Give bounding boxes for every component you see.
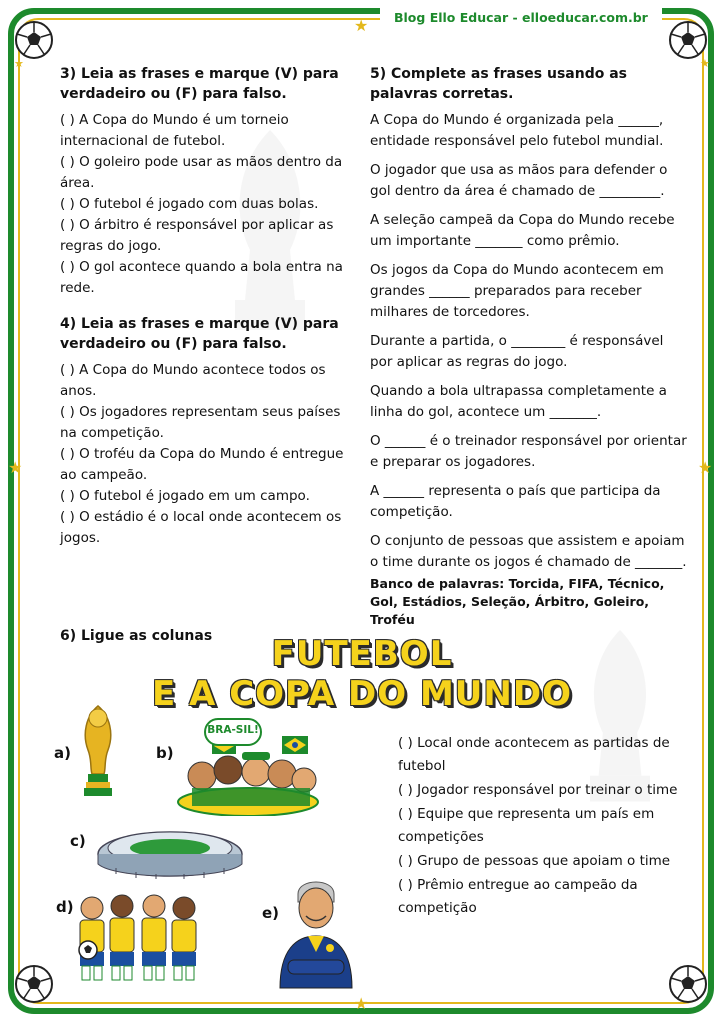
match-option: ( ) Equipe que representa um país em competições <box>398 806 655 845</box>
match-option: ( ) Jogador responsável por treinar o time <box>398 782 678 798</box>
star-icon: ★ <box>354 994 369 1013</box>
q3-item: ( ) O futebol é jogado com duas bolas. <box>60 196 319 212</box>
question-5-title: 5) Complete as frases usando as palavras corretas. <box>370 66 628 102</box>
speech-bubble: BRA-SIL! <box>204 718 262 746</box>
question-5 <box>370 64 688 629</box>
title-line-2: E A COPA DO MUNDO <box>151 674 572 714</box>
q3-item: ( ) O gol acontece quando a bola entra na rede. <box>60 259 343 296</box>
q5-item: Os jogos da Copa do Mundo acontecem em grandes ______ preparados para receber milhares de torcedores. <box>370 262 664 320</box>
q4-item: ( ) Os jogadores representam seus países na competição. <box>60 404 341 441</box>
q5-item: A seleção campeã da Copa do Mundo recebe um importante _______ como prêmio. <box>370 212 675 249</box>
q5-item: A ______ representa o país que participa da competição. <box>370 483 661 520</box>
q5-item: O conjunto de pessoas que assistem e apoiam o time durante os jogos é chamado de _______. <box>370 533 687 570</box>
title-line-1: FUTEBOL <box>271 634 453 674</box>
players-team-icon <box>70 890 210 986</box>
label-a: a) <box>54 744 71 762</box>
q4-item: ( ) A Copa do Mundo acontece todos os anos. <box>60 362 326 399</box>
trophy-icon <box>74 702 122 802</box>
coach-icon <box>276 872 356 990</box>
q4-item: ( ) O troféu da Copa do Mundo é entregue ao campeão. <box>60 446 344 483</box>
star-icon: ★ <box>8 458 23 477</box>
q4-item: ( ) O futebol é jogado em um campo. <box>60 488 310 504</box>
label-d: d) <box>56 898 74 916</box>
q5-item: O jogador que usa as mãos para defender o gol dentro da área é chamado de _________. <box>370 162 668 199</box>
soccer-ball-icon <box>14 20 54 60</box>
match-option: ( ) Local onde acontecem as partidas de futebol <box>398 735 670 774</box>
futebol-title <box>150 634 574 714</box>
q5-item: A Copa do Mundo é organizada pela ______, entidade responsável pelo futebol mundial. <box>370 112 664 149</box>
star-icon: ★ <box>698 458 713 477</box>
soccer-ball-icon <box>14 964 54 1004</box>
q5-item: Quando a bola ultrapassa completamente a linha do gol, acontece um _______. <box>370 383 667 420</box>
star-icon: ★ <box>354 16 369 35</box>
match-option: ( ) Grupo de pessoas que apoiam o time <box>398 853 671 869</box>
q3-item: ( ) A Copa do Mundo é um torneio internacional de futebol. <box>60 112 289 149</box>
soccer-ball-icon <box>668 964 708 1004</box>
star-icon: ★ <box>14 57 24 70</box>
stadium-icon <box>96 822 244 880</box>
star-icon: ★ <box>700 57 710 70</box>
label-c: c) <box>70 832 86 850</box>
blog-header: Blog Ello Educar - elloeducar.com.br <box>380 8 662 28</box>
q5-item: Durante a partida, o ________ é responsável por aplicar as regras do jogo. <box>370 333 664 370</box>
q5-item: O ______ é o treinador responsável por orientar e preparar os jogadores. <box>370 433 687 470</box>
q3-item: ( ) O goleiro pode usar as mãos dentro da área. <box>60 154 343 191</box>
question-4-title: 4) Leia as frases e marque (V) para verdadeiro ou (F) para falso. <box>60 316 339 352</box>
question-3-title: 3) Leia as frases e marque (V) para verdadeiro ou (F) para falso. <box>60 66 339 102</box>
label-e: e) <box>262 904 280 922</box>
matching-options <box>398 732 688 921</box>
word-bank: Banco de palavras: Torcida, FIFA, Técnico, Gol, Estádios, Seleção, Árbitro, Goleiro, Troféu <box>370 576 665 627</box>
q4-item: ( ) O estádio é o local onde acontecem os jogos. <box>60 509 342 546</box>
question-3 <box>60 64 350 299</box>
match-option: ( ) Prêmio entregue ao campeão da competição <box>398 877 638 916</box>
label-b: b) <box>156 744 174 762</box>
soccer-ball-icon <box>668 20 708 60</box>
q3-item: ( ) O árbitro é responsável por aplicar as regras do jogo. <box>60 217 334 254</box>
question-6-title: 6) Ligue as colunas <box>60 628 213 644</box>
question-4 <box>60 314 350 549</box>
